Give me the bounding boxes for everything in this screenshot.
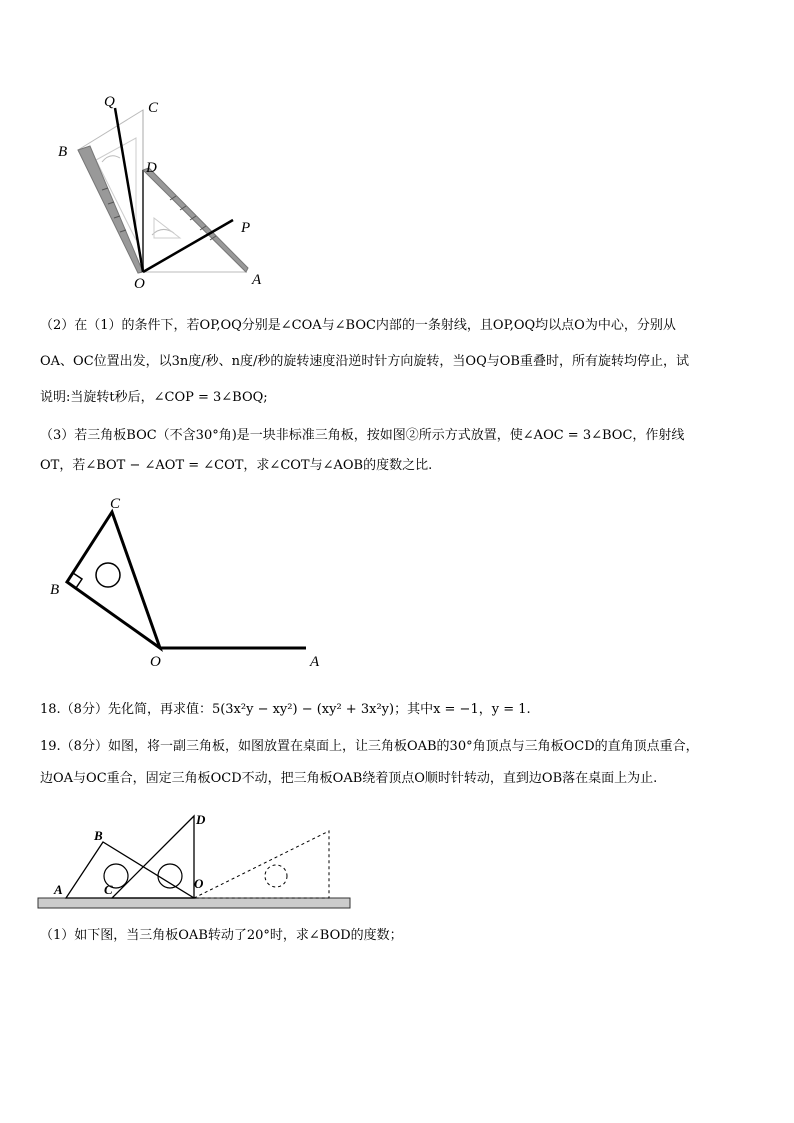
label-a: A — [252, 272, 262, 288]
label-c: C — [148, 100, 159, 116]
q3-line-2: OT，若∠BOT − ∠AOT = ∠COT，求∠COT与∠AOB的度数之比. — [40, 458, 433, 473]
q18-text: 18.（8分）先化简，再求值：5(3x²y − xy²) − (xy² + 3x²y)；其中x = −1，y = 1. — [40, 702, 531, 717]
label-p: P — [241, 220, 251, 236]
fig3-label-a: A — [54, 882, 63, 897]
fig2-label-a: A — [310, 654, 320, 670]
q2-line-3: 说明:当旋转t秒后，∠COP = 3∠BOQ; — [40, 390, 268, 405]
fig2-label-b: B — [50, 582, 60, 598]
fig3-label-b: B — [94, 828, 103, 843]
figure-1-rotating-set-squares — [40, 90, 280, 295]
figure-2-triangle-boc — [40, 490, 340, 675]
label-d: D — [146, 160, 157, 176]
q2-line-1: （2）在（1）的条件下，若OP,OQ分别是∠COA与∠BOC内部的一条射线，且OP,OQ均以点O为中心，分别从 — [40, 318, 676, 333]
fig3-label-d: D — [196, 812, 206, 827]
q19-part1-text: （1）如下图，当三角板OAB转动了20°时，求∠BOD的度数； — [40, 928, 403, 943]
figure-3-set-squares-on-table — [36, 806, 356, 912]
fig3-label-o: O — [194, 876, 204, 891]
label-o: O — [134, 276, 145, 292]
q2-line-2: OA、OC位置出发，以3n度/秒、n度/秒的旋转速度沿逆时针方向旋转，当OQ与OB重叠时，所有旋转均停止，试 — [40, 354, 689, 369]
label-b: B — [58, 144, 68, 160]
label-q: Q — [104, 94, 115, 110]
fig2-label-o: O — [150, 654, 161, 670]
q19-line-1: 19.（8分）如图，将一副三角板，如图放置在桌面上，让三角板OAB的30°角顶点与三角板OCD的直角顶点重合， — [40, 739, 699, 754]
q3-line-1: （3）若三角板BOC（不含30°角)是一块非标准三角板，按如图②所示方式放置，使∠AOC = 3∠BOC，作射线 — [40, 428, 685, 443]
q19-line-2: 边OA与OC重合，固定三角板OCD不动，把三角板OAB绕着顶点O顺时针转动，直到边OB落在桌面上为止. — [40, 771, 658, 786]
fig2-label-c: C — [110, 496, 121, 512]
fig3-label-c: C — [104, 882, 113, 897]
